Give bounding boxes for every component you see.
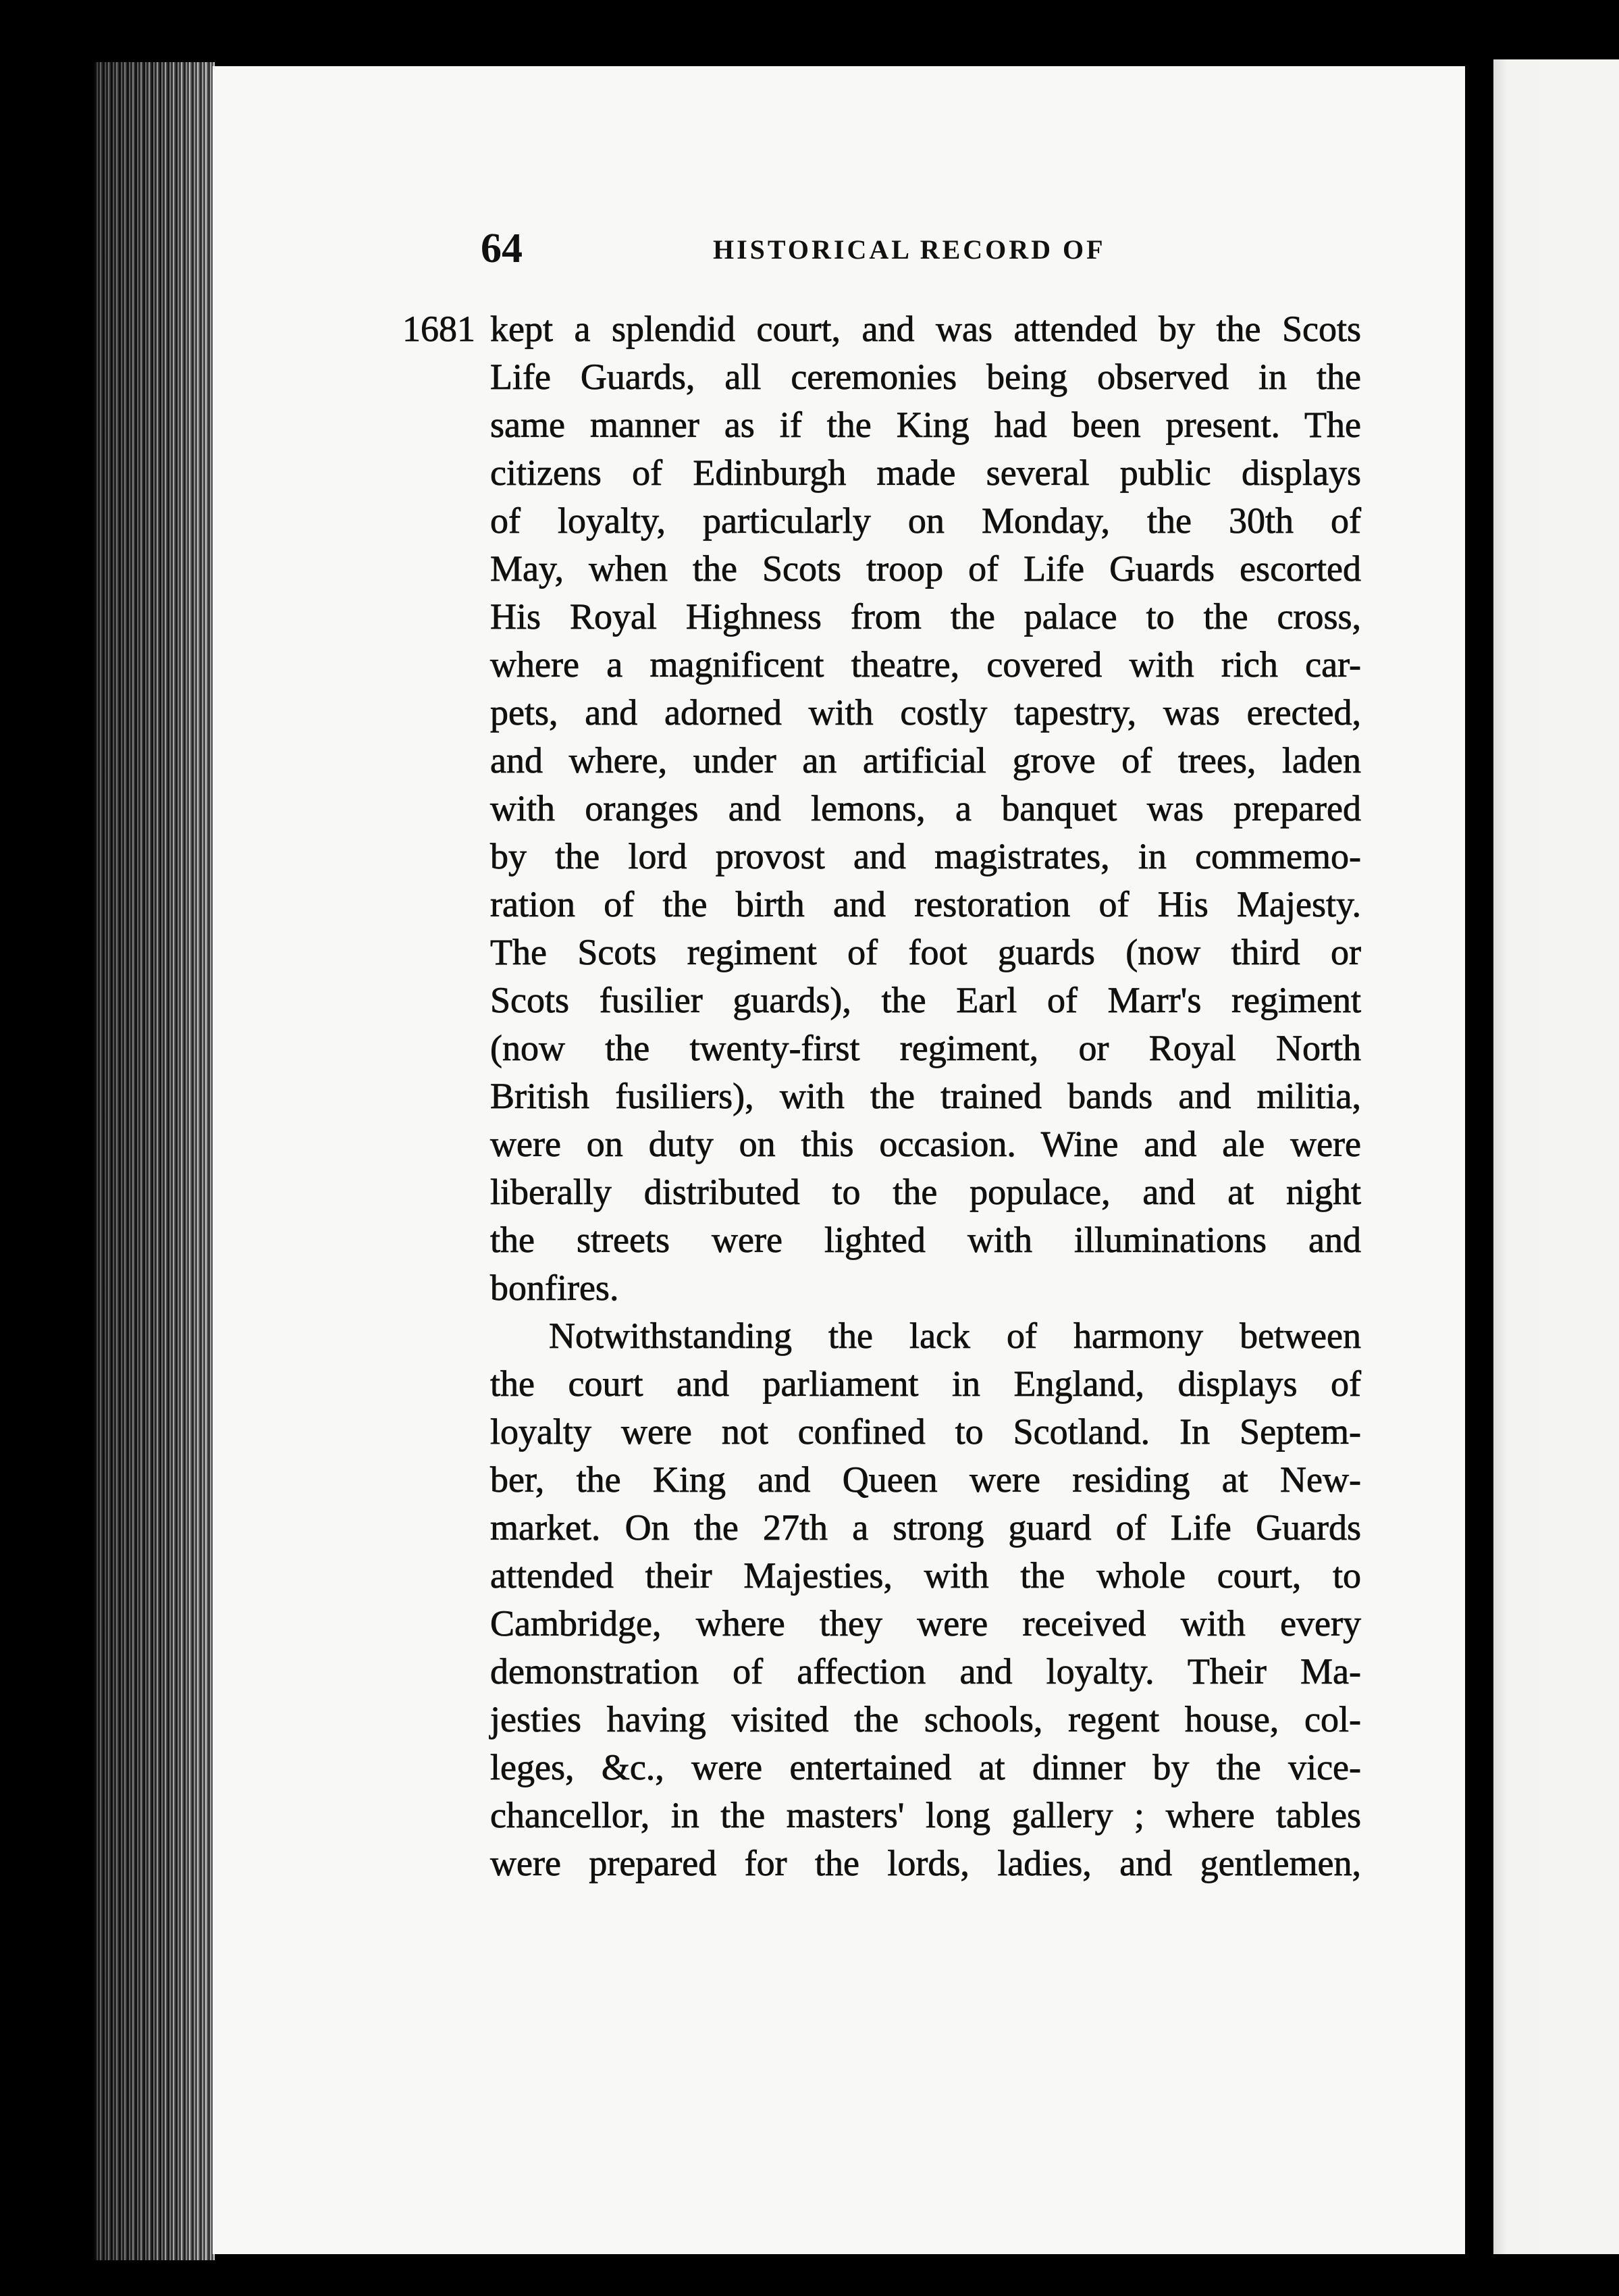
text-line: with oranges and lemons, a banquet was prepared	[490, 788, 1361, 829]
text-line: by the lord provost and magistrates, in commemo-	[490, 836, 1361, 877]
text-line: market. On the 27th a strong guard of Life Guards	[490, 1507, 1361, 1548]
text-line: May, when the Scots troop of Life Guards escorted	[490, 548, 1361, 589]
text-line: Scots fusilier guards), the Earl of Marr's regiment	[490, 980, 1361, 1020]
text-line: the court and parliament in England, displays of	[490, 1363, 1361, 1404]
text-line: loyalty were not confined to Scotland. In Septem-	[490, 1411, 1361, 1452]
book-page-edges	[95, 62, 215, 2260]
text-line: and where, under an artificial grove of trees, laden	[490, 740, 1361, 781]
text-line: Cambridge, where they were received with every	[490, 1603, 1361, 1644]
text-line: same manner as if the King had been present. The	[490, 405, 1361, 445]
text-line: of loyalty, particularly on Monday, the 30th of	[490, 500, 1361, 541]
text-line: were prepared for the lords, ladies, and gentlemen,	[490, 1843, 1361, 1883]
text-line: kept a splendid court, and was attended by the Scots	[490, 309, 1361, 349]
text-line: British fusiliers), with the trained bands and militia,	[490, 1076, 1361, 1116]
margin-year: 1681	[402, 309, 475, 349]
adjacent-page-edge	[1493, 59, 1619, 2254]
text-line: ber, the King and Queen were residing at New-	[490, 1459, 1361, 1500]
text-line: the streets were lighted with illuminations and	[490, 1220, 1361, 1260]
text-line: where a magnificent theatre, covered with rich car-	[490, 644, 1361, 685]
paragraph-end-line: bonfires.	[490, 1268, 619, 1308]
text-line: demonstration of affection and loyalty. Their Ma-	[490, 1651, 1361, 1692]
text-line: ration of the birth and restoration of His Majesty.	[490, 884, 1361, 924]
text-line: liberally distributed to the populace, and at night	[490, 1172, 1361, 1212]
text-line: attended their Majesties, with the whole court, to	[490, 1555, 1361, 1596]
text-line: The Scots regiment of foot guards (now third or	[490, 932, 1361, 972]
text-line: Life Guards, all ceremonies being observed in the	[490, 357, 1361, 397]
text-line: citizens of Edinburgh made several public displays	[490, 452, 1361, 493]
text-line: were on duty on this occasion. Wine and ale were	[490, 1124, 1361, 1164]
page-number: 64	[481, 226, 523, 271]
text-line: leges, &c., were entertained at dinner by the vice-	[490, 1747, 1361, 1788]
text-line: pets, and adorned with costly tapestry, was erected,	[490, 692, 1361, 733]
text-line: chancellor, in the masters' long gallery ; where tables	[490, 1795, 1361, 1835]
running-head: HISTORICAL RECORD OF	[713, 234, 1106, 265]
paragraph-start-line: Notwithstanding the lack of harmony between	[549, 1315, 1361, 1356]
body-text	[490, 305, 1361, 1887]
text-line: (now the twenty-first regiment, or Royal North	[490, 1028, 1361, 1068]
text-line: His Royal Highness from the palace to the cross,	[490, 596, 1361, 637]
text-line: jesties having visited the schools, regent house, col-	[490, 1699, 1361, 1740]
